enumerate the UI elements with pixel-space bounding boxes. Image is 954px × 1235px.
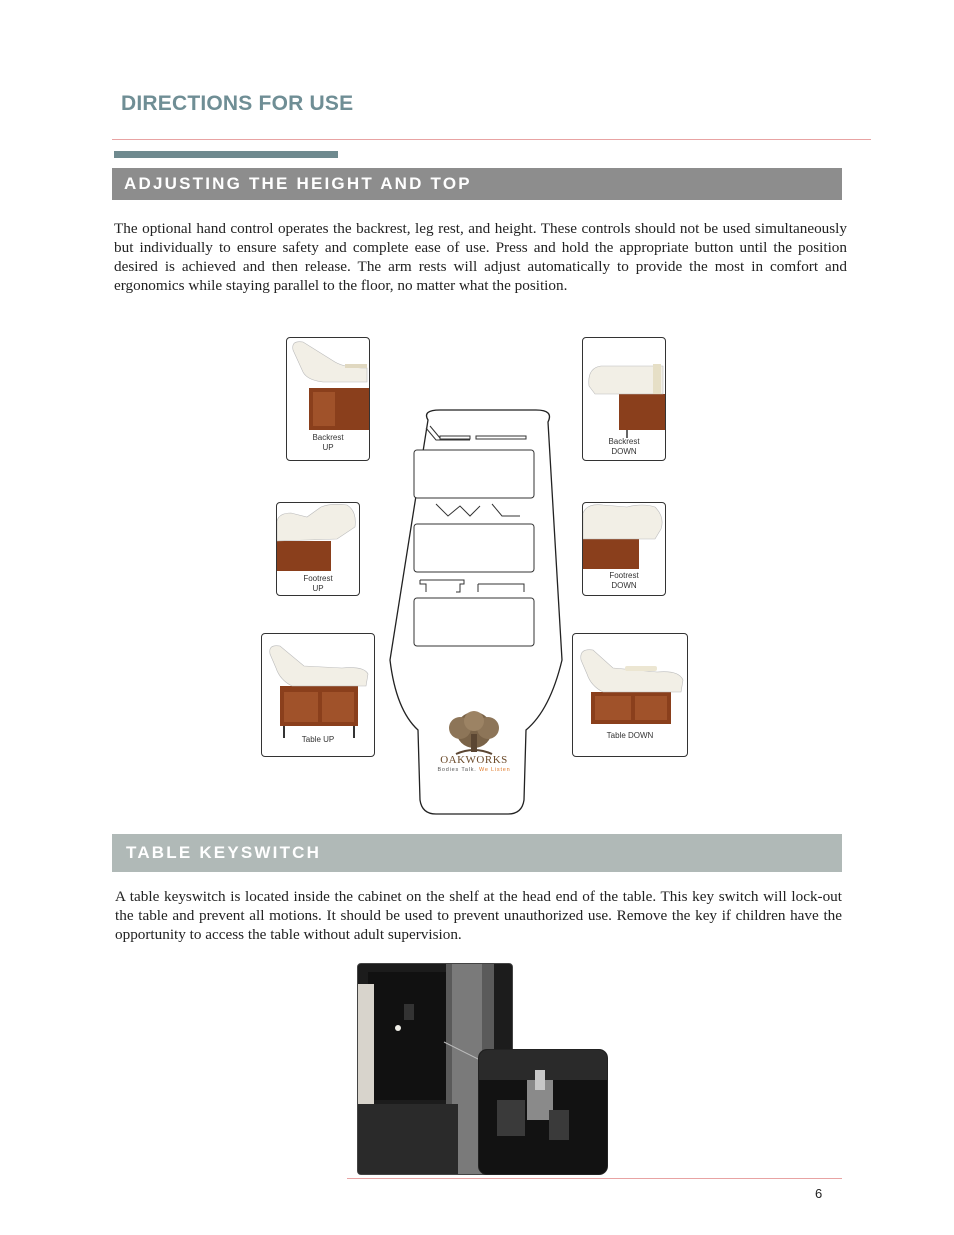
card-label-line-2: UP (312, 584, 324, 593)
section-heading-keyswitch: TABLE KEYSWITCH (112, 834, 842, 872)
card-footrest-up (276, 502, 360, 596)
height-paragraph: The optional hand control operates the backrest, leg rest, and height. These controls should not be used simultaneously but individually to ensure safety and complete ease of use. Press and hold the appropriate button until the position desired is achieved and then release. The arm rests will adjust automatically to provide the most in comfort and ergonomics while staying parallel to the floor, no matter what the position. (114, 220, 847, 294)
card-label-line-1: Backrest (608, 437, 640, 446)
logo-tagline (426, 767, 522, 773)
logo-tagline-b: We Listen (478, 767, 511, 773)
remote-button-footrest (414, 524, 534, 572)
page-number: 6 (815, 1186, 823, 1201)
card-label-line-2: UP (322, 443, 334, 452)
keyswitch-closeup-photo (478, 1049, 608, 1175)
keyswitch-closeup-image (479, 1050, 607, 1174)
card-label-line-1: Footrest (303, 574, 333, 583)
oakworks-logo (426, 710, 522, 776)
logo-brand: OAKWORKS (440, 754, 508, 766)
card-label-line-1: Backrest (312, 433, 344, 442)
hand-control-figure (250, 330, 710, 820)
card-table-up (261, 633, 375, 757)
card-table-down (572, 633, 688, 757)
section-heading-height: ADJUSTING THE HEIGHT AND TOP (112, 168, 842, 200)
remote-button-backrest (414, 450, 534, 498)
card-label-line-2: DOWN (611, 581, 637, 590)
oak-tree-icon (426, 710, 522, 756)
card-footrest-down (582, 502, 666, 596)
page-title: DIRECTIONS FOR USE (121, 92, 354, 115)
keyswitch-paragraph: A table keyswitch is located inside the cabinet on the shelf at the head end of the table. This key switch will lock-out the table and prevent all motions. It should be used to prevent unauthorized use. Remove the key if children have the opportunity to access the table without adult supervision. (115, 888, 842, 943)
card-label-line-1: Table UP (301, 735, 335, 744)
card-label-line-1: Table DOWN (606, 731, 654, 740)
card-label-line-1: Footrest (609, 571, 639, 580)
footer-rule (347, 1178, 842, 1179)
card-backrest-up (286, 337, 370, 461)
card-backrest-down (582, 337, 666, 461)
logo-tagline-a: Bodies Talk. (437, 767, 477, 773)
header-rule (112, 139, 871, 140)
remote-button-height (414, 598, 534, 646)
card-label-line-2: DOWN (611, 447, 637, 456)
accent-bar (114, 151, 338, 158)
